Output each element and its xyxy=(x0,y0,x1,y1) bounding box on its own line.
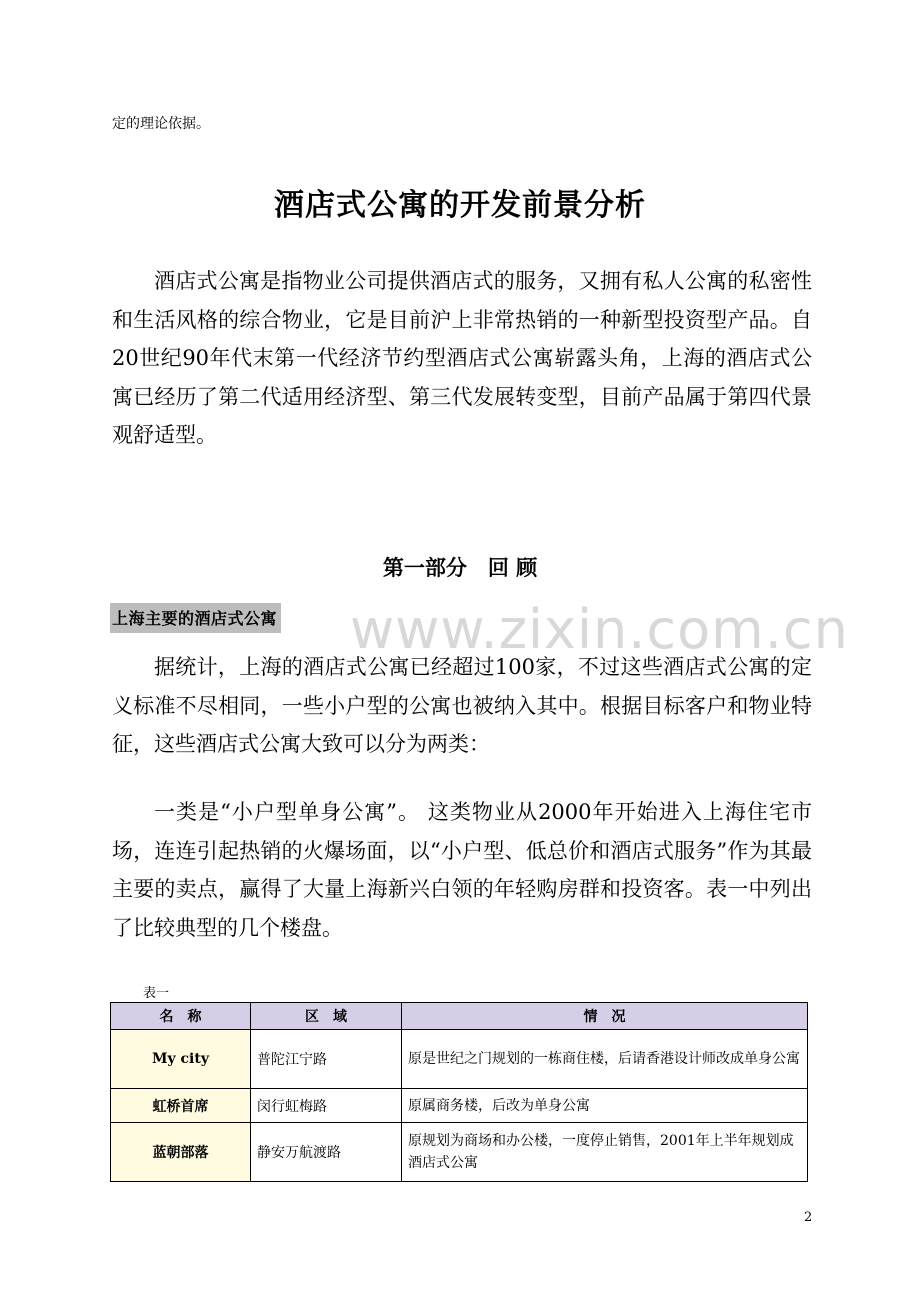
header-desc: 情 况 xyxy=(402,1003,808,1030)
cell-desc: 原属商务楼，后改为单身公寓 xyxy=(402,1089,808,1123)
cell-desc: 原规划为商场和办公楼，一度停止销售，2001年上半年规划成酒店式公寓 xyxy=(402,1123,808,1182)
apartment-table xyxy=(110,1002,808,1182)
cell-area: 普陀江宁路 xyxy=(251,1030,402,1089)
table-row xyxy=(111,1030,808,1089)
document-title: 酒店式公寓的开发前景分析 xyxy=(274,188,646,223)
cell-area: 静安万航渡路 xyxy=(251,1123,402,1182)
cell-area: 闵行虹梅路 xyxy=(251,1089,402,1123)
table-row xyxy=(111,1123,808,1182)
section-heading: 上海主要的酒店式公寓 xyxy=(110,603,281,633)
table-header-row xyxy=(111,1003,808,1030)
cell-desc: 原是世纪之门规划的一栋商住楼，后请香港设计师改成单身公寓 xyxy=(402,1030,808,1089)
watermark: www.zixin.com.cn xyxy=(350,598,849,661)
intro-paragraph: 酒店式公寓是指物业公司提供酒店式的服务，又拥有私人公寓的私密性和生活风格的综合物业，它是目前沪上非常热销的一种新型投资型产品。自20世纪90年代末第一代经济节约型酒店式公寓崭露头角，上海的酒店式公寓已经历了第二代适用经济型、第三代发展转变型，目前产品属于第四代景观舒适型。 xyxy=(112,269,812,447)
header-area: 区 域 xyxy=(251,1003,402,1030)
page-number: 2 xyxy=(804,1210,813,1225)
lead-line: 定的理论依据。 xyxy=(112,116,210,132)
cell-name: 蓝朝部落 xyxy=(111,1123,251,1182)
header-name: 名 称 xyxy=(111,1003,251,1030)
cell-name: My city xyxy=(111,1030,251,1089)
table-caption: 表一 xyxy=(143,986,170,1001)
paragraph-2: 据统计，上海的酒店式公寓已经超过100家，不过这些酒店式公寓的定义标准不尽相同，一些小户型的公寓也被纳入其中。根据目标客户和物业特征，这些酒店式公寓大致可以分为两类： xyxy=(112,655,812,756)
table-row xyxy=(111,1089,808,1123)
cell-name: 虹桥首席 xyxy=(111,1089,251,1123)
paragraph-3: 一类是“小户型单身公寓”。 这类物业从2000年开始进入上海住宅市场，连连引起热销的火爆场面，以“小户型、低总价和酒店式服务”作为其最主要的卖点，赢得了大量上海新兴白领的年轻购房群和投资客。表一中列出了比较典型的几个楼盘。 xyxy=(112,800,812,940)
part-heading: 第一部分 回 顾 xyxy=(382,556,538,580)
